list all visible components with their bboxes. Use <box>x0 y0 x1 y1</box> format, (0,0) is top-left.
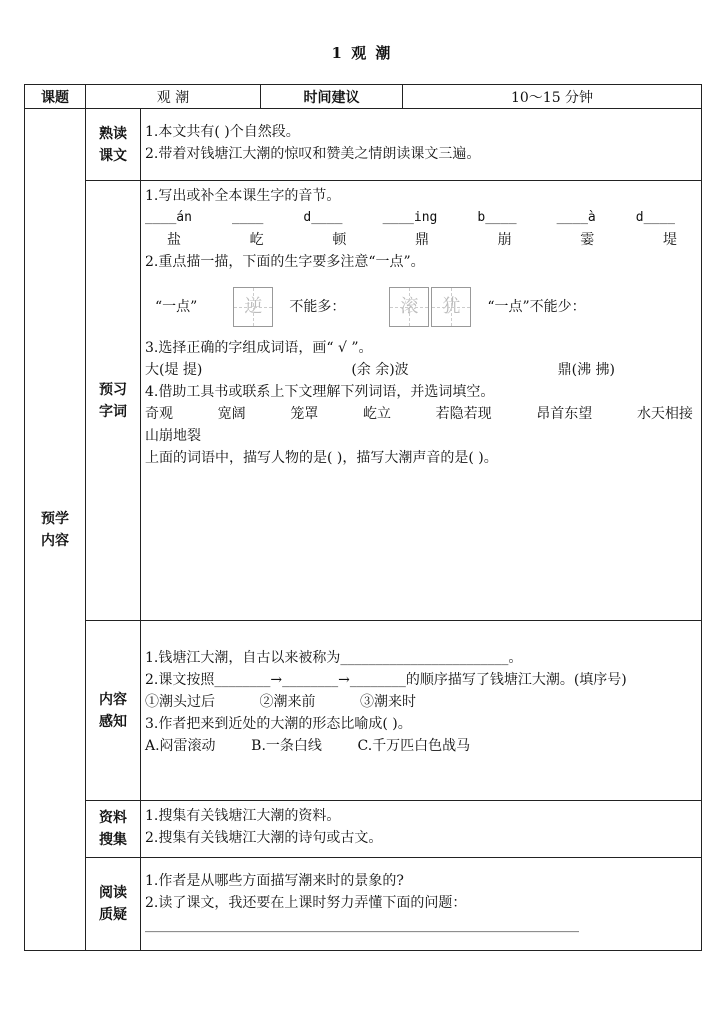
row-label-ziliao: 资料搜集 <box>86 801 141 858</box>
tracing-row: “一点” 逆 不能多： 滚 犹 “一点”不能少： <box>155 287 697 327</box>
time-label: 时间建议 <box>261 85 403 109</box>
ziliao-content: 1.搜集有关钱塘江大潮的资料。 2.搜集有关钱塘江大潮的诗句或古文。 <box>141 801 702 858</box>
yuxi-content: 1.写出或补全本课生字的音节。 ____án ____ d____ ____ing b____ ____à d____ 盐 屹 顿 鼎 崩 霎 堤 2.重点描一描，下面的生字要多注意“一点”。 “一点” 逆 不能多： 滚 犹 “一点”不能少： 3.选择正确的字组成词语，画“ √ ”。 大(堤 提) (余 余)波 鼎(沸 拂) 4.借助工具书或联系上下文理解下列词语，并选词填空。 奇观 宽阔 笼罩 屹立 若隐若现 昂首东望 水天相接 山崩地裂 上面的词语中，描写人物的是( )，描写大潮声音的是( )。 <box>141 181 702 621</box>
section-label: 预学内容 <box>25 109 86 951</box>
tracing-grid: 犹 <box>431 287 471 327</box>
shudu-content: 1.本文共有( )个自然段。 2.带着对钱塘江大潮的惊叹和赞美之情朗读课文三遍。 <box>141 109 702 181</box>
row-label-yuedu: 阅读质疑 <box>86 858 141 951</box>
row-label-yuxi: 预习字词 <box>86 181 141 621</box>
topic-value: 观 潮 <box>86 85 261 109</box>
neirong-content: 1.钱塘江大潮，自古以来被称为________________________。 2.课文按照________→________→________的顺序描写了钱塘江大潮。(填序号) ①潮头过后 ②潮来前 ③潮来时 3.作者把来到近处的大潮的形态比喻成( )。 A.闷雷滚动 B.一条白线 C.千万匹白色战马 <box>141 621 702 801</box>
row-label-neirong: 内容感知 <box>86 621 141 801</box>
topic-label: 课题 <box>25 85 86 109</box>
row-label-shudu: 熟读课文 <box>86 109 141 181</box>
tracing-grid: 逆 <box>233 287 273 327</box>
page-title: 1 观 潮 <box>331 44 393 62</box>
yuedu-content: 1.作者是从哪些方面描写潮来时的景象的? 2.读了课文，我还要在上课时努力弄懂下面的问题： ______________________________________________________________ <box>141 858 702 951</box>
tracing-grid: 滚 <box>389 287 429 327</box>
char-row: 盐 屹 顿 鼎 崩 霎 堤 <box>167 232 677 248</box>
pinyin-row: ____án ____ d____ ____ing b____ ____à d____ <box>145 210 675 225</box>
word-list: 奇观 宽阔 笼罩 屹立 若隐若现 昂首东望 水天相接 <box>145 406 693 422</box>
time-value: 10～15 分钟 <box>403 85 702 109</box>
preview-table <box>24 84 702 951</box>
